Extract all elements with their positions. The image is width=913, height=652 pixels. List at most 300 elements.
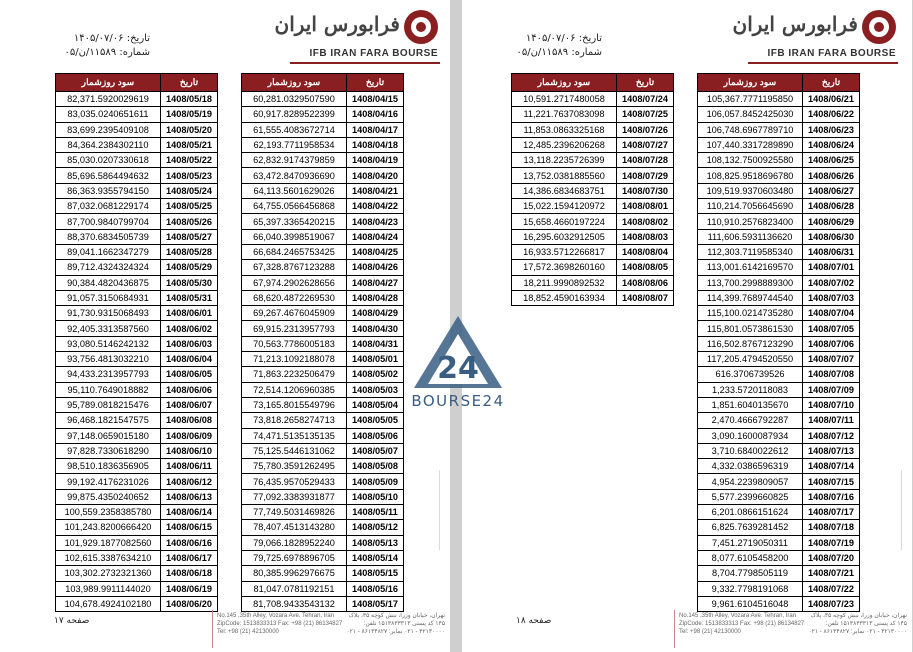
row-date: 1408/06/11 (161, 459, 218, 474)
row-value: 5,577.2399660825 (698, 489, 803, 504)
row-date: 1408/07/19 (803, 535, 860, 550)
table-row (242, 229, 404, 244)
row-date: 1408/06/08 (161, 413, 218, 428)
table-row (698, 489, 860, 504)
row-value: 15,658.4660197224 (512, 214, 617, 229)
row-date: 1408/06/17 (161, 550, 218, 565)
table-row (698, 199, 860, 214)
row-date: 1408/07/12 (803, 428, 860, 443)
table-row (56, 260, 218, 275)
row-date: 1408/08/02 (617, 214, 674, 229)
row-value: 60,917.8289522399 (242, 107, 347, 122)
row-date: 1408/08/03 (617, 229, 674, 244)
row-date: 1408/06/29 (803, 214, 860, 229)
row-value: 66,040.3998519067 (242, 229, 347, 244)
letter-meta (20, 32, 150, 60)
row-date: 1408/04/31 (347, 336, 404, 351)
table-row (242, 199, 404, 214)
row-value: 14,386.6834683751 (512, 183, 617, 198)
table-row (698, 382, 860, 397)
column-header-date: تاریخ (803, 74, 860, 92)
row-date: 1408/06/14 (161, 505, 218, 520)
table-row (698, 107, 860, 122)
row-value: 64,755.0566456868 (242, 199, 347, 214)
row-date: 1408/04/24 (347, 229, 404, 244)
row-value: 82,371.5920029619 (56, 92, 161, 107)
table-row (242, 92, 404, 107)
table-row (56, 168, 218, 183)
table-row (242, 443, 404, 458)
row-value: 84,364.2384302110 (56, 137, 161, 152)
row-date: 1408/04/23 (347, 214, 404, 229)
row-date: 1408/07/26 (617, 122, 674, 137)
column-header-date: تاریخ (617, 74, 674, 92)
table-row (56, 382, 218, 397)
table-row (242, 367, 404, 382)
row-value: 60,281.0329507590 (242, 92, 347, 107)
table-row (242, 382, 404, 397)
letter-date: تاریخ: ۱۴۰۵/۰۷/۰۶ (73, 33, 150, 44)
column-header-value: سود روزشمار (512, 74, 617, 92)
table-row (242, 306, 404, 321)
table-row (698, 550, 860, 565)
row-value: 113,700.2998889300 (698, 275, 803, 290)
address-en: No.145 ,35th Alley, Vozara Ave. Tehran, Iran ZipCode: 1513833313 Fax: +98 (21) 86134827 Tel: +98 (21) 42130000 (217, 613, 343, 635)
row-value: 4,954.2239809057 (698, 474, 803, 489)
table-row (698, 290, 860, 305)
row-date: 1408/05/23 (161, 168, 218, 183)
row-date: 1408/04/26 (347, 260, 404, 275)
table-row (698, 183, 860, 198)
row-date: 1408/05/21 (161, 137, 218, 152)
row-value: 79,066.1828952240 (242, 535, 347, 550)
document-page-18 (462, 0, 912, 652)
row-value: 83,035.0240651611 (56, 107, 161, 122)
table-row (56, 581, 218, 596)
row-date: 1408/04/19 (347, 153, 404, 168)
row-value: 8,077.6105458200 (698, 550, 803, 565)
row-date: 1408/04/25 (347, 244, 404, 259)
bourse24-logo-icon (408, 312, 508, 392)
table-row (242, 122, 404, 137)
row-value: 71,863.2232506479 (242, 367, 347, 382)
row-date: 1408/05/03 (347, 382, 404, 397)
logo-divider (748, 62, 898, 64)
table-row (512, 92, 674, 107)
row-date: 1408/06/27 (803, 183, 860, 198)
row-date: 1408/04/30 (347, 321, 404, 336)
table-row (512, 229, 674, 244)
row-date: 1408/04/16 (347, 107, 404, 122)
table-row (242, 260, 404, 275)
row-date: 1408/05/12 (347, 520, 404, 535)
table-row (56, 92, 218, 107)
row-date: 1408/05/31 (161, 290, 218, 305)
row-date: 1408/04/15 (347, 92, 404, 107)
logo-digits: 24 (437, 351, 479, 386)
row-date: 1408/07/01 (803, 260, 860, 275)
row-date: 1408/07/30 (617, 183, 674, 198)
table-row (56, 352, 218, 367)
row-value: 83,699.2395409108 (56, 122, 161, 137)
row-value: 93,080.5146242132 (56, 336, 161, 351)
table-row (56, 306, 218, 321)
table-row (56, 290, 218, 305)
table-row (242, 321, 404, 336)
column-header-date: تاریخ (347, 74, 404, 92)
table-row (56, 122, 218, 137)
row-value: 8,704.7798505119 (698, 566, 803, 581)
row-value: 94,433.2313957793 (56, 367, 161, 382)
row-value: 85,696.5864494632 (56, 168, 161, 183)
row-date: 1408/07/13 (803, 443, 860, 458)
document-page-17 (0, 0, 450, 652)
logo-divider (290, 62, 440, 64)
row-value: 81,047.0781192151 (242, 581, 347, 596)
row-value: 73,165.8015549796 (242, 397, 347, 412)
row-value: 80,385.9962976675 (242, 566, 347, 581)
row-date: 1408/07/02 (803, 275, 860, 290)
row-value: 61,555.4083672714 (242, 122, 347, 137)
row-date: 1408/07/22 (803, 581, 860, 596)
row-value: 9,961.6104516048 (698, 596, 803, 611)
ifb-seal-icon (862, 10, 896, 44)
table-row (698, 535, 860, 550)
row-value: 103,302.2732321360 (56, 566, 161, 581)
table-row (698, 137, 860, 152)
table-row (242, 214, 404, 229)
table-row (242, 520, 404, 535)
ifb-logo (732, 6, 898, 62)
row-value: 87,032.0681229174 (56, 199, 161, 214)
row-value: 70,563.7786005183 (242, 336, 347, 351)
row-date: 1408/05/16 (347, 581, 404, 596)
row-date: 1408/05/07 (347, 443, 404, 458)
row-date: 1408/06/18 (161, 566, 218, 581)
row-value: 91,730.9315068493 (56, 306, 161, 321)
table-row (242, 413, 404, 428)
row-value: 10,591.2717480058 (512, 92, 617, 107)
table-row (698, 214, 860, 229)
row-value: 6,825.7639281452 (698, 520, 803, 535)
table-row (56, 275, 218, 290)
row-value: 616.3706739526 (698, 367, 803, 382)
row-date: 1408/07/03 (803, 290, 860, 305)
table-row (698, 321, 860, 336)
table-row (698, 244, 860, 259)
row-date: 1408/05/26 (161, 214, 218, 229)
address-fa: تهران، خیابان وزرا، نبش کوچه ۳۵، پلاک ۱۴۵ کد پستی ۱۵۱۳۸۳۳۳۱۳ تلفن: ۴۲۱۳۰۰۰۰ - ۰۲۱ نمابر: ۸۶۱۳۴۸۲۷ - ۰۲۱ (346, 613, 445, 635)
row-date: 1408/07/24 (617, 92, 674, 107)
table-row (512, 153, 674, 168)
row-value: 111,606.5931136620 (698, 229, 803, 244)
row-date: 1408/07/07 (803, 352, 860, 367)
row-date: 1408/06/21 (803, 92, 860, 107)
table-row (56, 336, 218, 351)
row-value: 13,118.2235726399 (512, 153, 617, 168)
row-date: 1408/06/20 (161, 596, 218, 611)
row-value: 69,267.4676045909 (242, 306, 347, 321)
row-date: 1408/05/28 (161, 244, 218, 259)
table-row (56, 199, 218, 214)
row-value: 18,852.4590163934 (512, 290, 617, 305)
table-row (242, 474, 404, 489)
row-value: 106,057.8452425030 (698, 107, 803, 122)
row-value: 89,712.4324324324 (56, 260, 161, 275)
row-value: 73,818.2658274713 (242, 413, 347, 428)
table-row (56, 153, 218, 168)
row-date: 1408/04/28 (347, 290, 404, 305)
table-row (56, 107, 218, 122)
row-date: 1408/06/15 (161, 520, 218, 535)
row-value: 105,367.7771195850 (698, 92, 803, 107)
table-row (56, 520, 218, 535)
table-row (512, 183, 674, 198)
row-date: 1408/08/05 (617, 260, 674, 275)
row-date: 1408/07/09 (803, 382, 860, 397)
row-value: 11,853.0863325168 (512, 122, 617, 137)
table-row (698, 581, 860, 596)
table-row (512, 199, 674, 214)
table-row (698, 92, 860, 107)
row-value: 104,678.4924102180 (56, 596, 161, 611)
row-value: 100,559.2358385780 (56, 505, 161, 520)
row-value: 3,090.1600087934 (698, 428, 803, 443)
logo-name-fa: فرابورس ایران (274, 12, 400, 36)
row-date: 1408/06/31 (803, 244, 860, 259)
page-footer (462, 608, 912, 652)
row-date: 1408/05/09 (347, 474, 404, 489)
table-row (698, 520, 860, 535)
row-date: 1408/04/29 (347, 306, 404, 321)
row-date: 1408/08/06 (617, 275, 674, 290)
row-value: 63,472.8470936690 (242, 168, 347, 183)
address-fa: تهران، خیابان وزرا، نبش کوچه ۳۵، پلاک ۱۴۵ کد پستی ۱۵۱۳۸۳۳۳۱۳ تلفن: ۴۲۱۳۰۰۰۰ - ۰۲۱ نمابر: ۸۶۱۳۴۸۲۷ - ۰۲۱ (808, 613, 907, 635)
row-value: 93,756.4813032210 (56, 352, 161, 367)
row-date: 1408/06/30 (803, 229, 860, 244)
row-value: 4,332.0386596319 (698, 459, 803, 474)
row-date: 1408/06/07 (161, 397, 218, 412)
row-date: 1408/06/09 (161, 428, 218, 443)
row-value: 95,110.7649018882 (56, 382, 161, 397)
row-value: 66,684.2465753425 (242, 244, 347, 259)
page-number: صفحه ۱۸ (516, 616, 552, 626)
row-date: 1408/07/27 (617, 137, 674, 152)
row-value: 16,295.6032912505 (512, 229, 617, 244)
row-value: 108,132.7500925580 (698, 153, 803, 168)
row-date: 1408/06/24 (803, 137, 860, 152)
row-value: 116,502.8767123290 (698, 336, 803, 351)
table-row (56, 183, 218, 198)
logo-name-fa: فرابورس ایران (732, 12, 858, 36)
row-value: 62,832.9174379859 (242, 153, 347, 168)
table-row (698, 505, 860, 520)
table-row (242, 183, 404, 198)
row-date: 1408/07/18 (803, 520, 860, 535)
row-value: 110,910.2576823400 (698, 214, 803, 229)
table-row (242, 566, 404, 581)
row-date: 1408/04/20 (347, 168, 404, 183)
row-value: 67,974.2902628656 (242, 275, 347, 290)
row-date: 1408/04/17 (347, 122, 404, 137)
watermark-text: BOURSE24 (411, 392, 505, 410)
row-value: 102,615.3387634210 (56, 550, 161, 565)
table-row (56, 474, 218, 489)
table-row (698, 168, 860, 183)
letter-date: تاریخ: ۱۴۰۵/۰۷/۰۶ (525, 33, 602, 44)
row-value: 81,708.9433543132 (242, 596, 347, 611)
row-date: 1408/07/14 (803, 459, 860, 474)
row-value: 77,092.3383931877 (242, 489, 347, 504)
row-value: 99,875.4350240652 (56, 489, 161, 504)
row-date: 1408/05/29 (161, 260, 218, 275)
row-date: 1408/05/01 (347, 352, 404, 367)
row-value: 90,384.4820436875 (56, 275, 161, 290)
row-date: 1408/06/13 (161, 489, 218, 504)
row-date: 1408/07/23 (803, 596, 860, 611)
row-value: 71,213.1092188078 (242, 352, 347, 367)
row-date: 1408/04/21 (347, 183, 404, 198)
row-value: 62,193.7711958534 (242, 137, 347, 152)
row-value: 13,752.0381885560 (512, 168, 617, 183)
column-header-value: سود روزشمار (698, 74, 803, 92)
table-row (56, 413, 218, 428)
row-date: 1408/05/22 (161, 153, 218, 168)
row-date: 1408/07/21 (803, 566, 860, 581)
row-value: 77,749.5031469826 (242, 505, 347, 520)
row-value: 85,030.0207330618 (56, 153, 161, 168)
row-date: 1408/07/29 (617, 168, 674, 183)
row-value: 9,332.7798191068 (698, 581, 803, 596)
row-date: 1408/06/26 (803, 168, 860, 183)
row-date: 1408/06/25 (803, 153, 860, 168)
row-value: 91,057.3150684931 (56, 290, 161, 305)
table-row (698, 352, 860, 367)
row-date: 1408/08/07 (617, 290, 674, 305)
table-row (56, 489, 218, 504)
table-row (242, 489, 404, 504)
letter-meta (482, 32, 602, 60)
row-date: 1408/06/12 (161, 474, 218, 489)
table-row (512, 214, 674, 229)
table-row (512, 107, 674, 122)
table-row (698, 413, 860, 428)
table-row (56, 550, 218, 565)
row-value: 106,748.6967789710 (698, 122, 803, 137)
table-row (698, 336, 860, 351)
ifb-seal-icon (404, 10, 438, 44)
letter-number: شماره: ۱۱۵۸۹/ن/۰۵ (516, 47, 602, 58)
row-value: 97,148.0659015180 (56, 428, 161, 443)
row-value: 89,041.1662347279 (56, 244, 161, 259)
row-date: 1408/06/28 (803, 199, 860, 214)
table-row (242, 275, 404, 290)
row-value: 18,211.9990892532 (512, 275, 617, 290)
row-date: 1408/06/19 (161, 581, 218, 596)
row-value: 67,328.8767123288 (242, 260, 347, 275)
table-row (242, 336, 404, 351)
column-header-date: تاریخ (161, 74, 218, 92)
row-value: 3,710.6840022612 (698, 443, 803, 458)
row-date: 1408/07/25 (617, 107, 674, 122)
table-row (242, 153, 404, 168)
table-row (698, 459, 860, 474)
row-value: 12,485.2396206268 (512, 137, 617, 152)
row-date: 1408/07/17 (803, 505, 860, 520)
row-value: 108,825.9518696780 (698, 168, 803, 183)
row-date: 1408/07/10 (803, 397, 860, 412)
row-value: 97,828.7330618290 (56, 443, 161, 458)
row-value: 98,510.1836356905 (56, 459, 161, 474)
bourse24-watermark (408, 312, 508, 422)
row-value: 109,519.9370603480 (698, 183, 803, 198)
table-row (56, 459, 218, 474)
row-value: 11,221.7637083098 (512, 107, 617, 122)
row-value: 87,700.9840799704 (56, 214, 161, 229)
table-row (56, 321, 218, 336)
row-date: 1408/07/08 (803, 367, 860, 382)
table-row (56, 505, 218, 520)
row-date: 1408/07/06 (803, 336, 860, 351)
table-row (698, 397, 860, 412)
ifb-logo (274, 6, 440, 62)
row-value: 107,440.3317289890 (698, 137, 803, 152)
row-date: 1408/05/04 (347, 397, 404, 412)
row-value: 75,780.3591262495 (242, 459, 347, 474)
row-date: 1408/05/08 (347, 459, 404, 474)
table-row (242, 459, 404, 474)
table-row (512, 137, 674, 152)
row-date: 1408/06/22 (803, 107, 860, 122)
table-row (242, 107, 404, 122)
row-date: 1408/06/16 (161, 535, 218, 550)
logo-name-en: IFB IRAN FARA BOURSE (767, 48, 896, 59)
row-value: 95,789.0818215476 (56, 397, 161, 412)
row-value: 74,471.5135135135 (242, 428, 347, 443)
table-row (512, 260, 674, 275)
table-row (698, 260, 860, 275)
table-row (56, 244, 218, 259)
table-row (242, 352, 404, 367)
footer-address (212, 610, 449, 648)
row-date: 1408/07/20 (803, 550, 860, 565)
table-row (512, 168, 674, 183)
row-value: 110,214.7056645690 (698, 199, 803, 214)
row-date: 1408/06/05 (161, 367, 218, 382)
row-value: 78,407.4513143280 (242, 520, 347, 535)
row-date: 1408/04/22 (347, 199, 404, 214)
table-row (56, 397, 218, 412)
row-value: 65,397.3365420215 (242, 214, 347, 229)
row-value: 101,243.8200666420 (56, 520, 161, 535)
row-date: 1408/08/01 (617, 199, 674, 214)
row-date: 1408/06/23 (803, 122, 860, 137)
row-date: 1408/05/19 (161, 107, 218, 122)
page-number: صفحه ۱۷ (54, 616, 90, 626)
column-header-value: سود روزشمار (56, 74, 161, 92)
table-row (56, 535, 218, 550)
row-value: 96,468.1821547575 (56, 413, 161, 428)
table-row (242, 428, 404, 443)
row-date: 1408/08/04 (617, 244, 674, 259)
row-value: 76,435.9570529433 (242, 474, 347, 489)
row-value: 6,201.0866151624 (698, 505, 803, 520)
row-value: 113,001.6142169570 (698, 260, 803, 275)
row-date: 1408/04/18 (347, 137, 404, 152)
table-row (242, 168, 404, 183)
row-date: 1408/05/11 (347, 505, 404, 520)
table-row (698, 428, 860, 443)
